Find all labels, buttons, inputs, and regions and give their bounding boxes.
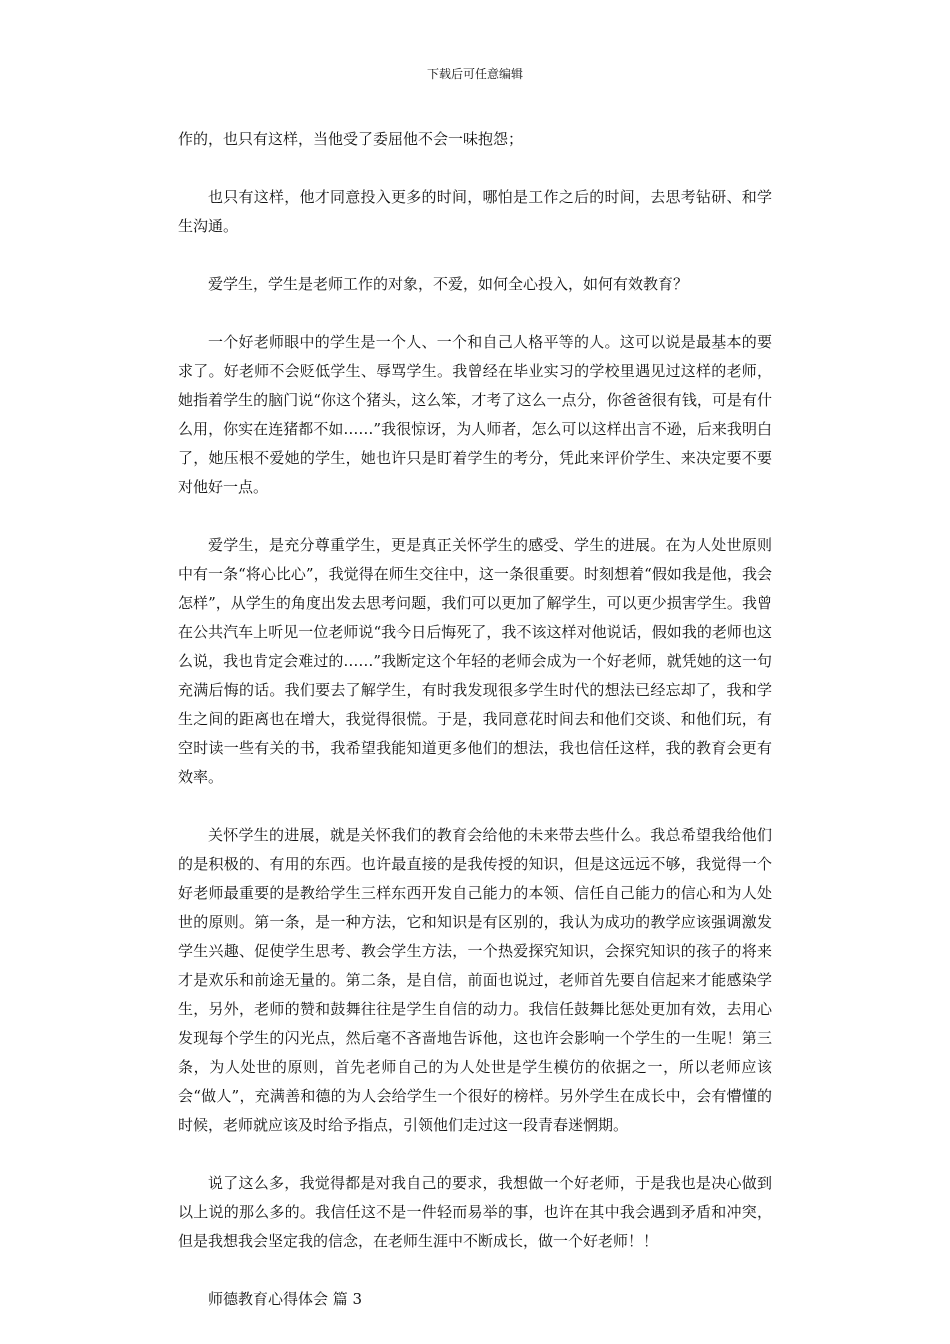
paragraph-continuation: 作的，也只有这样，当他受了委屈他不会一味抱怨；	[178, 130, 524, 148]
page-header: 下载后可任意编辑	[426, 67, 523, 81]
paragraph: 说了这么多，我觉得都是对我自己的要求，我想做一个好老师，于是我也是决心做到以上说的那么多的。我信任这不是一件轻而易举的事，也许在其中我会遇到矛盾和冲突，但是我想我会坚定我的信念，在老师生涯中不断成长，做一个好老师！！	[178, 1174, 772, 1250]
document-body	[178, 125, 772, 1314]
paragraph: 也只有这样，他才同意投入更多的时间，哪怕是工作之后的时间，去思考钻研、和学生沟通。	[178, 188, 772, 235]
paragraph: 爱学生，是充分尊重学生，更是真正关怀学生的感受、学生的进展。在为人处世原则中有一条“将心比心”，我觉得在师生交往中，这一条很重要。时刻想着“假如我是他，我会怎样”，从学生的角度出发去思考问题，我们可以更加了解学生，可以更少损害学生。我曾在公共汽车上听见一位老师说“我今日后悔死了，我不该这样对他说话，假如我的老师也这么说，我也肯定会难过的……”我断定这个年轻的老师会成为一个好老师，就凭她的这一句充满后悔的话。我们要去了解学生，有时我发现很多学生时代的想法已经忘却了，我和学生之间的距离也在增大，我觉得很慌。于是，我同意花时间去和他们交谈、和他们玩，有空时读一些有关的书，我希望我能知道更多他们的想法，我也信任这样，我的教育会更有效率。	[178, 536, 772, 786]
paragraph: 一个好老师眼中的学生是一个人、一个和自己人格平等的人。这可以说是最基本的要求了。好老师不会贬低学生、辱骂学生。我曾经在毕业实习的学校里遇见过这样的老师，她指着学生的脑门说“你这个猪头，这么笨，才考了这么一点分，你爸爸很有钱，可是有什么用，你实在连猪都不如……”我很惊讶，为人师者，怎么可以这样出言不逊，后来我明白了，她压根不爱她的学生，她也许只是盯着学生的考分，凭此来评价学生、来决定要不要对他好一点。	[178, 333, 772, 496]
section-title: 师德教育心得体会 篇 3	[208, 1290, 363, 1308]
paragraph: 关怀学生的进展，就是关怀我们的教育会给他的未来带去些什么。我总希望我给他们的是积极的、有用的东西。也许最直接的是我传授的知识，但是这远远不够，我觉得一个好老师最重要的是教给学生三样东西开发自己能力的本领、信任自己能力的信心和为人处世的原则。第一条，是一种方法，它和知识是有区别的，我认为成功的教学应该强调激发学生兴趣、促使学生思考、教会学生方法，一个热爱探究知识，会探究知识的孩子的将来才是欢乐和前途无量的。第二条，是自信，前面也说过，老师首先要自信起来才能感染学生，另外，老师的赞和鼓舞往往是学生自信的动力。我信任鼓舞比惩处更加有效，去用心发现每个学生的闪光点，然后毫不吝啬地告诉他，这也许会影响一个学生的一生呢！第三条，为人处世的原则，首先老师自己的为人处世是学生模仿的依据之一，所以老师应该会“做人”，充满善和德的为人会给学生一个很好的榜样。另外学生在成长中，会有懵懂的时候，老师就应该及时给予指点，引领他们走过这一段青春迷惘期。	[178, 826, 772, 1134]
paragraph: 爱学生，学生是老师工作的对象，不爱，如何全心投入，如何有效教育？	[208, 275, 689, 293]
